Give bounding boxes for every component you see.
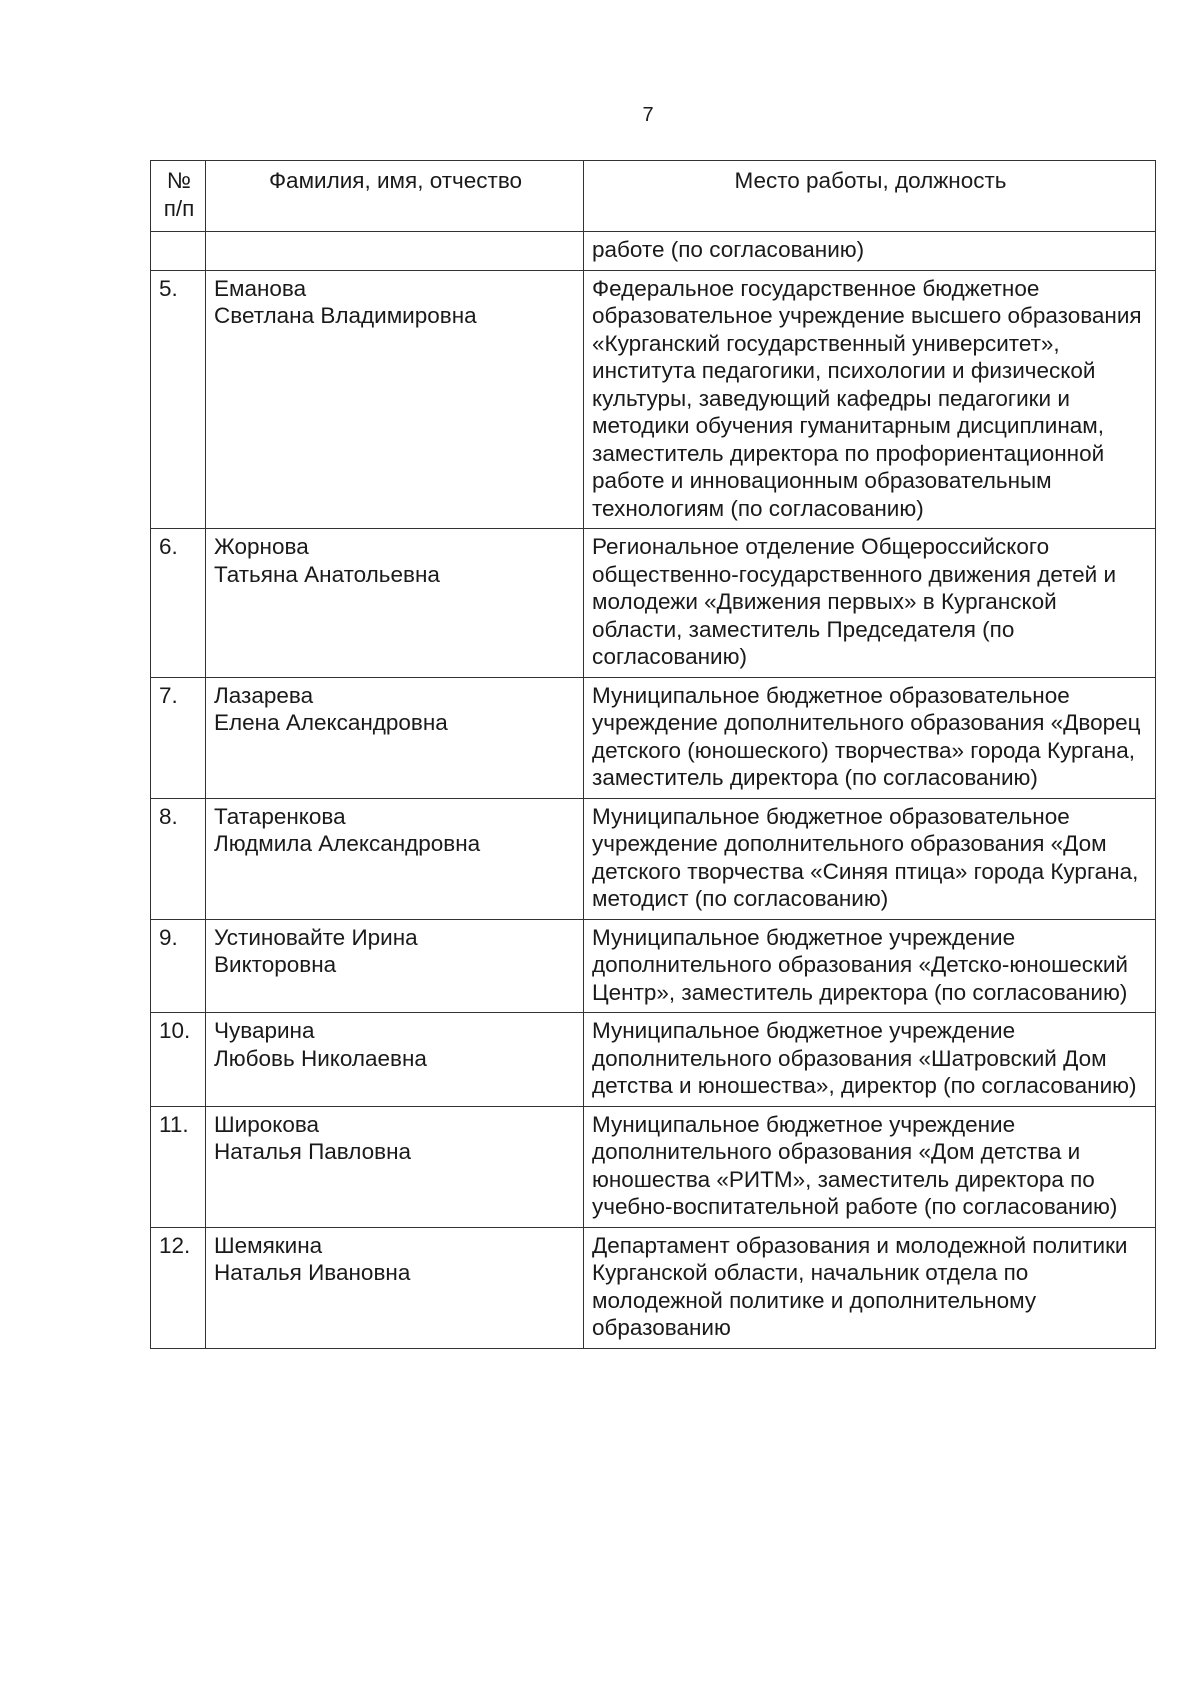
given-names: Людмила Александровна: [214, 831, 481, 856]
row-workplace: Муниципальное бюджетное учреждение дополнительного образования «Шатровский Дом детства и юношества», директор (по согласованию): [584, 1013, 1156, 1107]
given-names: Наталья Павловна: [214, 1139, 412, 1164]
row-number: 10.: [151, 1013, 206, 1107]
surname: Шемякина: [214, 1232, 323, 1258]
table-row: [151, 798, 1156, 919]
table-row: [151, 1227, 1156, 1348]
row-number: 7.: [151, 677, 206, 798]
given-names: Елена Александровна: [214, 710, 448, 735]
row-full-name: [206, 677, 584, 798]
given-names: Светлана Владимировна: [214, 303, 477, 328]
row-workplace: Муниципальное бюджетное образовательное учреждение дополнительного образования «Дом детского творчества «Синяя птица» города Кургана, методист (по согласованию): [584, 798, 1156, 919]
row-number: 9.: [151, 919, 206, 1013]
surname: Жорнова: [214, 534, 309, 559]
table-row: [151, 677, 1156, 798]
row-full-name: [206, 1227, 584, 1348]
row-workplace: Муниципальное бюджетное образовательное учреждение дополнительного образования «Дворец детского (юношеского) творчества» города Кургана, заместитель директора (по согласованию): [584, 677, 1156, 798]
given-names: Любовь Николаевна: [214, 1045, 427, 1071]
table-row: [151, 270, 1156, 529]
row-number: 8.: [151, 798, 206, 919]
row-number: 11.: [151, 1106, 206, 1227]
table-row: [151, 232, 1156, 271]
surname: Устиновайте Ирина: [214, 924, 418, 950]
table-header-row: [151, 161, 1156, 232]
row-number: [151, 232, 206, 271]
row-full-name: [206, 270, 584, 529]
header-number: № п/п: [151, 161, 206, 232]
surname: Широкова: [214, 1111, 320, 1137]
table-row: [151, 1106, 1156, 1227]
header-workplace: Место работы, должность: [584, 161, 1156, 232]
surname: Еманова: [214, 275, 307, 301]
given-names: Наталья Ивановна: [214, 1260, 411, 1285]
table-row: [151, 1013, 1156, 1107]
row-full-name: [206, 1106, 584, 1227]
table-row: [151, 919, 1156, 1013]
row-number: 12.: [151, 1227, 206, 1348]
given-names: Татьяна Анатольевна: [214, 561, 440, 587]
row-full-name: [206, 798, 584, 919]
row-full-name: [206, 232, 584, 271]
table-row: [151, 529, 1156, 678]
row-workplace: Департамент образования и молодежной политики Курганской области, начальник отдела по молодежной политике и дополнительному образованию: [584, 1227, 1156, 1348]
row-workplace: Региональное отделение Общероссийского общественно-государственного движения детей и молодежи «Движения первых» в Курганской области, заместитель Председателя (по согласованию): [584, 529, 1156, 678]
row-full-name: [206, 1013, 584, 1107]
row-full-name: [206, 919, 584, 1013]
row-full-name: [206, 529, 584, 678]
row-workplace: работе (по согласованию): [584, 232, 1156, 271]
row-workplace: Федеральное государственное бюджетное образовательное учреждение высшего образования «Курганский государственный университет», института педагогики, психологии и физической культуры, заведующий кафедры педагогики и методики обучения гуманитарным дисциплинам, заместитель директора по профориентационной работе и инновационным образовательным технологиям (по согласованию): [584, 270, 1156, 529]
members-table: [150, 160, 1156, 1349]
surname: Татаренкова: [214, 803, 346, 829]
surname: Чуварина: [214, 1018, 315, 1043]
row-number: 6.: [151, 529, 206, 678]
surname: Лазарева: [214, 682, 314, 708]
row-workplace: Муниципальное бюджетное учреждение дополнительного образования «Детско-юношеский Центр», заместитель директора (по согласованию): [584, 919, 1156, 1013]
page-number: 7: [642, 104, 654, 126]
row-number: 5.: [151, 270, 206, 529]
row-workplace: Муниципальное бюджетное учреждение дополнительного образования «Дом детства и юношества «РИТМ», заместитель директора по учебно-воспитательной работе (по согласованию): [584, 1106, 1156, 1227]
given-names: Викторовна: [214, 952, 337, 977]
header-full-name: Фамилия, имя, отчество: [206, 161, 584, 232]
